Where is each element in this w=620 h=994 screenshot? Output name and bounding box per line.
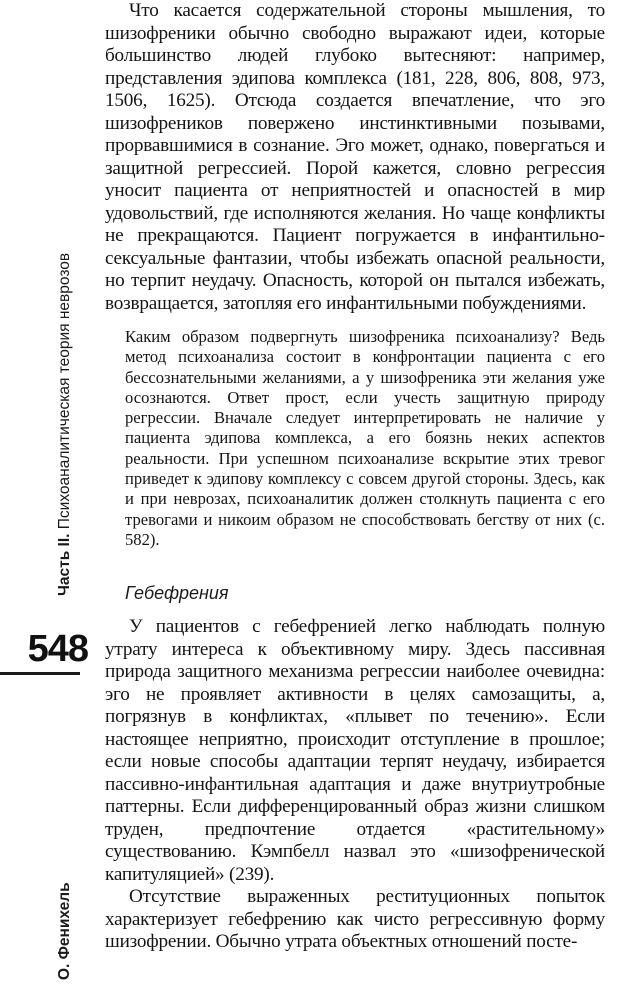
part-label: Часть II. [56,533,73,596]
quote-block: Каким образом подвергнуть шизофреника психоанализу? Ведь метод психоанализа состоит в конфронтации пациента с его бессознательными желаниями, а у шизофреника эти желания уже осознаются. Ответ прост, если учесть защитную природу регрессии. Вначале следует интерпретировать не наличие у пациента эдипова комплекса, а его боязнь неких аспектов реальности. При успешном психоанализе вскрытие этих тревог приведет к эдипову комплексу с совсем другой стороны. Здесь, как и при неврозах, психоаналитик должен столкнуть пациента с его тревогами и никоим образом не способствовать бегству от них (с. 582). [125,327,605,549]
paragraph-3: Отсутствие выраженных реституционных попыток характеризует гебефрению как чисто регрессивную форму шизофрении. Обычно утрата объектных отношений посте- [105,886,605,953]
page-number: 548 [27,628,88,670]
paragraph-2: У пациентов с гебефренией легко наблюдать полную утрату интереса к объективному миру. Здесь пассивная природа защитного механизма регрессии наиболее очевидна: эго не проявляет активности в целях самозащиты, а, погрязнув в конфликтах, «плывет по течению». Если настоящее неприятно, происходит отступление в прошлое; если новые способы адаптации терпят неудачу, избирается пассивно-инфантильная адаптация и даже внутриутробные паттерны. Если дифференцированный образ жизни слишком труден, предпочтение отдается «растительному» существованию. Кэмпбелл назвал это «шизофренической капитуляцией» (239). [105,616,605,885]
running-head-author: О. Фенихель [56,882,73,980]
main-text [105,0,605,954]
part-title: Психоаналитическая теория неврозов [56,252,73,530]
section-heading: Гебефрения [125,583,229,604]
paragraph-1: Что касается содержательной стороны мышления, то шизофреники обычно свободно выражают идеи, которые большинство людей глубоко вытесняют: например, представления эдипова комплекса (181, 228, 806, 808, 973, 1506, 1625). Отсюда создается впечатление, что эго шизофреников повержено инстинктивными позывами, прорвавшимися в сознание. Эго может, однако, повергаться и защитной регрессией. Порой кажется, словно регрессия уносит пациента от неприятностей и опасностей в мир удовольствий, где исполняются желания. Но чаще конфликты не прекращаются. Пациент погружается в инфантильно-сексуальные фантазии, чтобы избежать опасной реальности, но терпит неудачу. Опасность, которой он пытался избежать, возвращается, затопляя его инфантильными побуждениями. [105,0,605,314]
page-number-rule [0,672,80,675]
running-head-part [54,196,76,596]
